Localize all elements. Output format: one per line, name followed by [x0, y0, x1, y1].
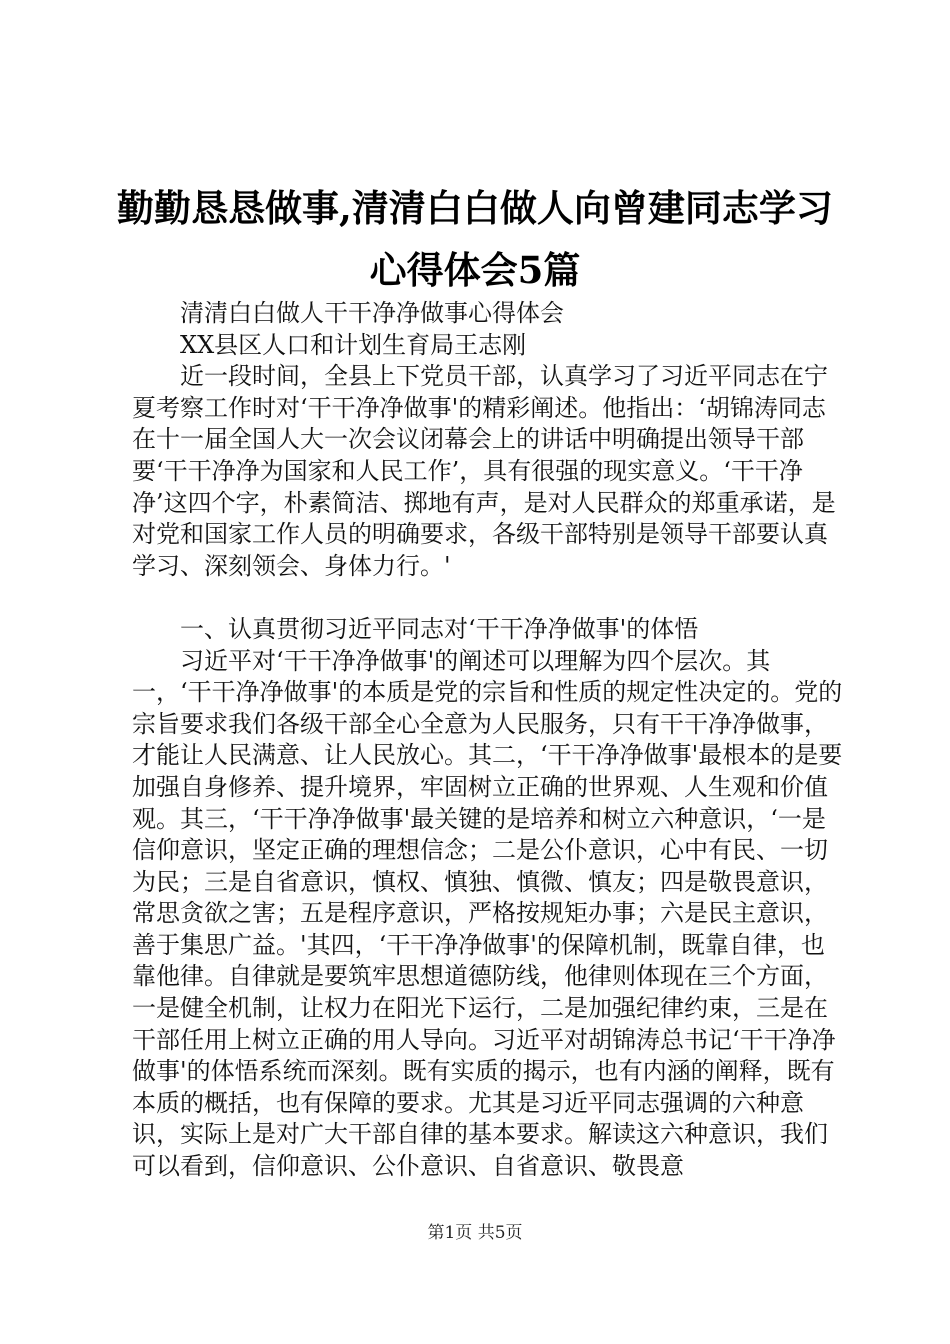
document-author: XX县区人口和计划生育局王志刚: [180, 330, 527, 359]
paragraph-spacer: [132, 582, 848, 614]
document-title-line2: 心得体会5篇: [369, 248, 581, 292]
document-subtitle: 清清白白做人干干净净做事心得体会: [180, 299, 564, 327]
paragraph-body: 习近平对‘干干净净做事'的阐述可以理解为四个层次。其一，‘干干净净做事'的本质是党的宗旨和性质的规定性决定的。党的宗旨要求我们各级干部全心全意为人民服务，只有干干净净做事，才能让人民满意、让人民放心。其二，‘干干净净做事'最根本的是要加强自身修养、提升境界，牢固树立正确的世界观、人生观和价值观。其三，‘干干净净做事'最关键的是培养和树立六种意识，‘一是信仰意识，坚定正确的理想信念；二是公仆意识，心中有民、一切为民；三是自省意识，慎权、慎独、慎微、慎友；四是敬畏意识，常思贪欲之害；五是程序意识，严格按规矩办事；六是民主意识，善于集思广益。'其四，‘干干净净做事'的保障机制，既靠自律，也靠他律。自律就是要筑牢思想道德防线，他律则体现在三个方面，一是健全机制，让权力在阳光下运行，二是加强纪律约束，三是在干部任用上树立正确的用人导向。习近平对胡锦涛总书记‘干干净净做事'的体悟系统而深刻。既有实质的揭示，也有内涵的阐释，既有本质的概括，也有保障的要求。尤其是习近平同志强调的六种意识，实际上是对广大干部自律的基本要求。解读这六种意识，我们可以看到，信仰意识、公仆意识、自省意识、敬畏意: [132, 646, 843, 1181]
section-heading: 一、认真贯彻习近平同志对‘干干净净做事'的体悟: [180, 614, 699, 643]
document-body: [132, 298, 848, 1183]
page-number-footer: 第1页 共5页: [427, 1223, 523, 1243]
paragraph-intro: 近一段时间，全县上下党员干部，认真学习了习近平同志在宁夏考察工作时对‘干干净净做事'的精彩阐述。他指出：‘胡锦涛同志在十一届全国人大一次会议闭幕会上的讲话中明确提出领导干部要‘干干净净为国家和人民工作’，具有很强的现实意义。‘干干净净’这四个字，朴素简洁、掷地有声，是对人民群众的郑重承诺，是对党和国家工作人员的明确要求，各级干部特别是领导干部要认真学习、深刻领会、身体力行。': [132, 362, 836, 580]
document-title-line1: 勤勤恳恳做事,清清白白做人向曾建同志学习: [117, 186, 833, 230]
